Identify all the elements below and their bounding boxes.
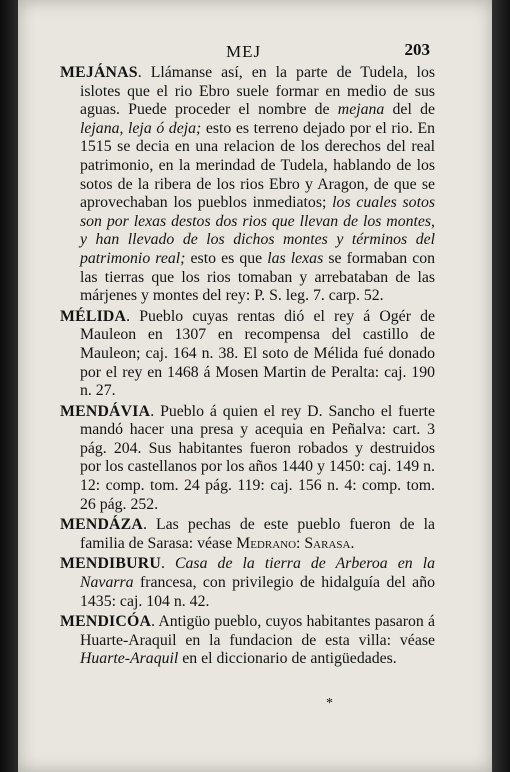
entry-headword: MENDICÓA (60, 613, 152, 631)
entry-text-smallcaps: Medrano: Sarasa. (236, 534, 355, 552)
entry-text: esto es que (185, 249, 268, 267)
entry-text-italic: lejana, leja ó deja; (80, 119, 202, 137)
entry-headword: MENDÁZA (60, 516, 144, 534)
entry-headword: MENDÁVIA (60, 402, 151, 420)
entry-text: . (160, 555, 175, 573)
entry-text: . Antigüo pueblo, cuyos habitantes pasaron á Huarte-Araquil en la fundacion de esta villa: véase (80, 613, 435, 649)
entry-text: . Las pechas de este pueblo fueron de la familia de Sarasa: véase (80, 516, 435, 552)
dictionary-entry (60, 308, 435, 401)
entry-text-italic: Huarte-Araquil (80, 650, 179, 668)
dictionary-entries (60, 64, 435, 671)
entry-text: se formaban con las tierras que los rios tomaban y arrebataban de las márjenes y montes del rey: P. S. leg. 7. carp. 52. (80, 249, 436, 305)
page-header (60, 40, 460, 66)
entry-text: . Llámanse así, en la parte de Tudela, los islotes que el rio Ebro suele formar en medio de sus aguas. Puede proceder el nombre de (80, 64, 435, 119)
book-edge-shadow (492, 0, 510, 772)
entry-text-italic: los cuales sotos son por lexas destos dos rios que llevan de los montes, y han llevado de los dichos montes y términos del patrimonio real; (80, 194, 436, 267)
running-head: MEJ (226, 42, 262, 61)
entry-text-italic: Casa de la tierra de Arberoa en la Navarra (80, 555, 435, 592)
entry-text-italic: mejana (337, 101, 385, 119)
entry-headword: MÉLIDA (60, 307, 127, 325)
entry-text: . Pueblo á quien el rey D. Sancho el fuerte mandó hacer una presa y acequia en Peñalva: cart. 3 pág. 204. Sus habitantes fueron robados y destruidos por los castellanos por los años 1440 y 1450: caj. 149 n. 12: comp. tom. 24 pág. 119: caj. 156 n. 4: comp. tom. 26 pág. 252. (80, 402, 435, 513)
page-number: 203 (404, 40, 430, 59)
dictionary-entry (60, 613, 435, 669)
entry-headword: MENDIBURU (60, 555, 161, 573)
entry-text-italic: las lexas (267, 249, 324, 267)
entry-text: francesa, con privilegio de hidalguía del año 1435: caj. 104 n. 42. (80, 574, 435, 610)
entry-headword: MEJÁNAS (60, 64, 138, 81)
dictionary-entry (60, 403, 435, 515)
entry-text: en el diccionario de antigüedades. (178, 650, 397, 668)
entry-text: del de (384, 101, 435, 119)
signature-mark: * (326, 696, 333, 711)
book-gutter-shadow (0, 0, 18, 772)
dictionary-entry (60, 516, 435, 553)
dictionary-entry (60, 555, 435, 611)
dictionary-entry (60, 64, 435, 306)
entry-text: esto es terreno dejado por el rio. En 1515 se decia en una relacion de los derechos del real patrimonio, en la merindad de Tudela, hablando de los sotos de la ribera de los rios Ebro y Aragon, de que se aprovechaban los pueblos inmediatos; (80, 119, 436, 212)
entry-text: . Pueblo cuyas rentas dió el rey á Ogér de Mauleon en 1307 en recompensa del castillo de Mauleon; caj. 164 n. 38. El soto de Mélida fué donado por el rey en 1468 á Mosen Martin de Peralta: caj. 190 n. 27. (80, 307, 435, 400)
